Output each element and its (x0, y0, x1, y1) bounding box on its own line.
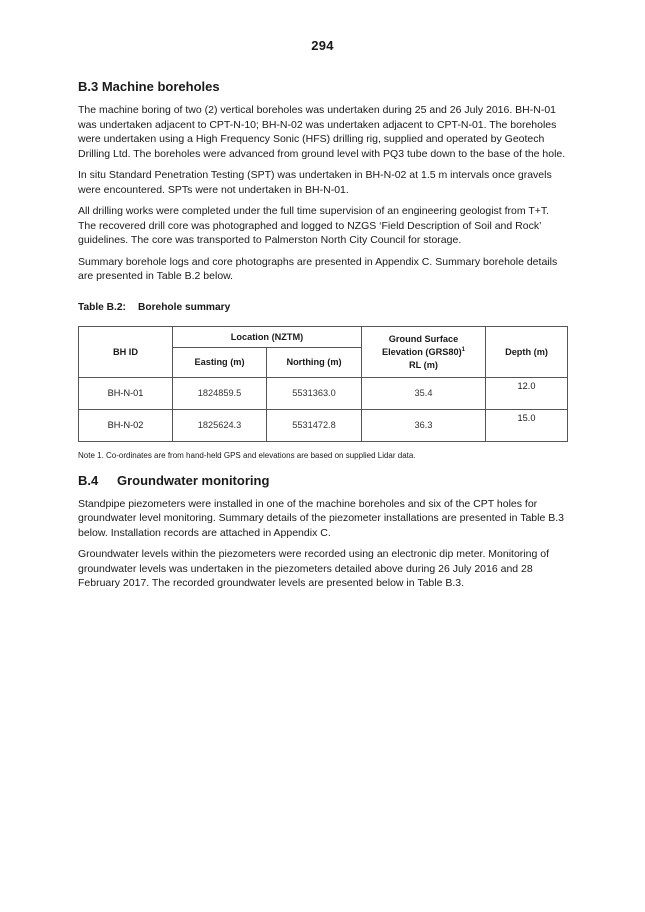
header-bh-id: BH ID (79, 326, 173, 377)
header-northing: Northing (m) (267, 347, 362, 377)
cell-depth: 15.0 (486, 409, 568, 441)
header-elevation-line1: Ground Surface (388, 333, 459, 344)
cell-bh-id: BH-N-01 (79, 377, 173, 409)
section-b4-number: B.4 (78, 472, 99, 488)
cell-northing: 5531472.8 (267, 409, 362, 441)
borehole-summary-table (78, 326, 568, 442)
table-row (79, 409, 568, 441)
table-note: Note 1. Co-ordinates are from hand-held GPS and elevations are based on supplied Lidar data. (78, 450, 416, 460)
header-depth: Depth (m) (486, 326, 568, 377)
header-elevation-line3: RL (m) (409, 359, 438, 370)
cell-elevation: 35.4 (362, 377, 486, 409)
b4-paragraph-1: Standpipe piezometers were installed in one of the machine boreholes and six of the CPT holes for groundwater level monitoring. Summary details of the piezometer installations are presented in Table B.3 below. Installation records are attached in Appendix C. (78, 497, 564, 539)
b4-paragraph-2: Groundwater levels within the piezometers were recorded using an electronic dip meter. Monitoring of groundwater levels was undertaken in the piezometers detailed above during 26 July 2016 and 28 February 2017. The recorded groundwater levels are presented below in Table B.3. (78, 548, 549, 589)
header-elevation (362, 326, 486, 377)
table-caption-number: Table B.2: (78, 301, 126, 313)
b3-paragraph-4: Summary borehole logs and core photographs are presented in Appendix C. Summary borehole details are presented in Table B.2 below. (78, 255, 558, 282)
page-number: 294 (311, 38, 334, 53)
header-elevation-footnote: 1 (461, 346, 465, 353)
table-caption (78, 301, 568, 315)
table-caption-title: Borehole summary (138, 301, 231, 313)
cell-easting: 1825624.3 (173, 409, 267, 441)
page-content (78, 78, 568, 598)
header-elevation-line2: Elevation (GRS80) (382, 346, 462, 357)
cell-bh-id: BH-N-02 (79, 409, 173, 441)
cell-easting: 1824859.5 (173, 377, 267, 409)
cell-northing: 5531363.0 (267, 377, 362, 409)
table-row (79, 377, 568, 409)
section-b3-heading: B.3 Machine boreholes (78, 79, 220, 94)
cell-elevation: 36.3 (362, 409, 486, 441)
header-easting: Easting (m) (173, 347, 267, 377)
section-b4-heading (78, 472, 568, 490)
header-location: Location (NZTM) (173, 326, 362, 347)
cell-depth: 12.0 (486, 377, 568, 409)
b3-paragraph-3: All drilling works were completed under the full time supervision of an engineering geologist from T+T. The recovered drill core was photographed and logged to NZGS ‘Field Description of Soil and Rock’ guidelines. The core was transported to Palmerston North City Council for storage. (78, 205, 550, 246)
b3-paragraph-2: In situ Standard Penetration Testing (SPT) was undertaken in BH-N-02 at 1.5 m intervals once gravels were encountered. SPTs were not undertaken in BH-N-01. (78, 169, 552, 196)
b3-paragraph-1: The machine boring of two (2) vertical boreholes was undertaken during 25 and 26 July 2016. BH-N-01 was undertaken adjacent to CPT-N-10; BH-N-02 was undertaken adjacent to CPT-N-01. The boreholes were undertaken using a High Frequency Sonic (HFS) drilling rig, supplied and operated by Geotech Drilling Ltd. The boreholes were advanced from ground level with PQ3 tube down to the base of the hole. (78, 104, 566, 160)
section-b4-title: Groundwater monitoring (117, 472, 270, 488)
